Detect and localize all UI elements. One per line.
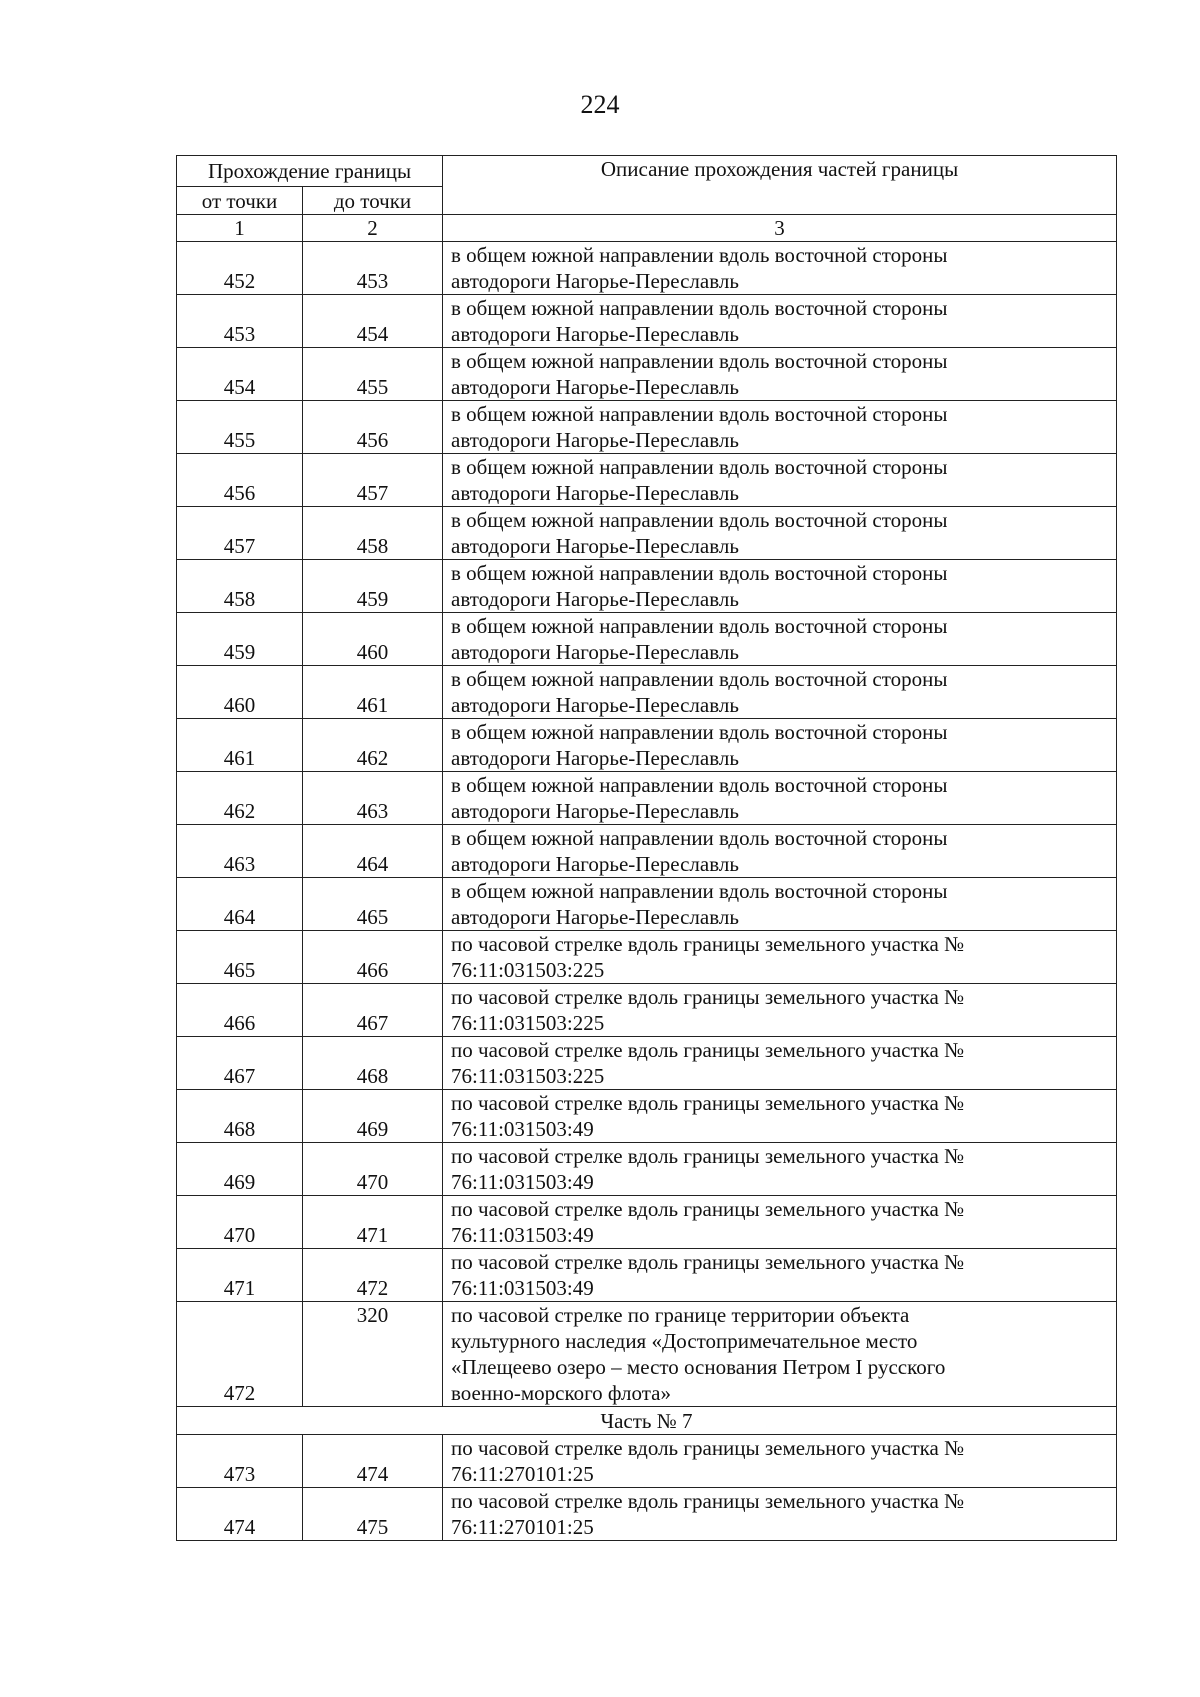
description-line: в общем южной направлении вдоль восточной стороны (451, 720, 948, 744)
description-cell (443, 1143, 1117, 1196)
to-point-cell: 472 (303, 1249, 443, 1302)
description-line: в общем южной направлении вдоль восточной стороны (451, 826, 948, 850)
description-line: по часовой стрелке вдоль границы земельного участка № (451, 985, 965, 1009)
to-point-cell: 463 (303, 772, 443, 825)
to-point-cell: 465 (303, 878, 443, 931)
table-row (177, 1090, 1117, 1143)
description-line: «Плещеево озеро – место основания Петром I русского (451, 1355, 946, 1379)
description-line: в общем южной направлении вдоль восточной стороны (451, 614, 948, 638)
to-point-cell: 456 (303, 401, 443, 454)
from-point-cell: 471 (177, 1249, 303, 1302)
description-line: 76:11:031503:225 (451, 958, 605, 982)
description-line: автодороги Нагорье-Переславль (451, 799, 739, 823)
description-line: в общем южной направлении вдоль восточной стороны (451, 508, 948, 532)
section-row (177, 1407, 1117, 1435)
description-cell (443, 1302, 1117, 1407)
description-cell (443, 507, 1117, 560)
table-row (177, 931, 1117, 984)
table-row (177, 984, 1117, 1037)
to-point-cell: 474 (303, 1435, 443, 1488)
description-line: по часовой стрелке вдоль границы земельного участка № (451, 932, 965, 956)
description-line: 76:11:031503:49 (451, 1276, 594, 1300)
from-point-cell: 466 (177, 984, 303, 1037)
table-row (177, 719, 1117, 772)
description-cell (443, 295, 1117, 348)
description-line: автодороги Нагорье-Переславль (451, 428, 739, 452)
description-line: 76:11:031503:225 (451, 1064, 605, 1088)
table-row (177, 1143, 1117, 1196)
table-row (177, 1302, 1117, 1407)
to-point-cell: 475 (303, 1488, 443, 1541)
description-line: автодороги Нагорье-Переславль (451, 640, 739, 664)
description-cell (443, 719, 1117, 772)
from-point-cell: 458 (177, 560, 303, 613)
from-point-cell: 464 (177, 878, 303, 931)
from-point-cell: 461 (177, 719, 303, 772)
description-line: автодороги Нагорье-Переславль (451, 693, 739, 717)
description-cell (443, 772, 1117, 825)
table-row (177, 825, 1117, 878)
description-line: в общем южной направлении вдоль восточной стороны (451, 667, 948, 691)
description-line: 76:11:270101:25 (451, 1462, 594, 1486)
description-cell (443, 1196, 1117, 1249)
description-line: автодороги Нагорье-Переславль (451, 587, 739, 611)
table-row (177, 295, 1117, 348)
from-point-cell: 456 (177, 454, 303, 507)
table-body (177, 242, 1117, 1541)
from-point-cell: 473 (177, 1435, 303, 1488)
description-line: 76:11:031503:49 (451, 1170, 594, 1194)
from-point-cell: 472 (177, 1302, 303, 1407)
from-point-cell: 462 (177, 772, 303, 825)
description-line: в общем южной направлении вдоль восточной стороны (451, 296, 948, 320)
description-line: автодороги Нагорье-Переславль (451, 481, 739, 505)
to-point-cell: 459 (303, 560, 443, 613)
description-cell (443, 613, 1117, 666)
table-row (177, 1488, 1117, 1541)
from-point-cell: 457 (177, 507, 303, 560)
table-row (177, 560, 1117, 613)
to-point-cell: 455 (303, 348, 443, 401)
description-line: по часовой стрелке вдоль границы земельного участка № (451, 1144, 965, 1168)
header-from-point: от точки (177, 187, 303, 215)
to-point-cell: 467 (303, 984, 443, 1037)
description-line: по часовой стрелке вдоль границы земельного участка № (451, 1489, 965, 1513)
description-line: 76:11:031503:49 (451, 1117, 594, 1141)
to-point-cell: 464 (303, 825, 443, 878)
header-column-2: 2 (303, 215, 443, 242)
from-point-cell: 469 (177, 1143, 303, 1196)
to-point-cell: 453 (303, 242, 443, 295)
description-line: 76:11:270101:25 (451, 1515, 594, 1539)
header-description: Описание прохождения частей границы (443, 156, 1117, 215)
to-point-cell: 471 (303, 1196, 443, 1249)
description-line: 76:11:031503:225 (451, 1011, 605, 1035)
table-header (177, 156, 1117, 242)
description-cell (443, 242, 1117, 295)
header-column-3: 3 (443, 215, 1117, 242)
from-point-cell: 459 (177, 613, 303, 666)
description-line: автодороги Нагорье-Переславль (451, 852, 739, 876)
description-cell (443, 825, 1117, 878)
description-line: культурного наследия «Достопримечательное место (451, 1329, 918, 1353)
from-point-cell: 467 (177, 1037, 303, 1090)
table-row (177, 1435, 1117, 1488)
to-point-cell: 469 (303, 1090, 443, 1143)
description-cell (443, 1488, 1117, 1541)
section-label: Часть № 7 (177, 1407, 1117, 1435)
description-cell (443, 878, 1117, 931)
description-line: в общем южной направлении вдоль восточной стороны (451, 402, 948, 426)
description-line: автодороги Нагорье-Переславль (451, 375, 739, 399)
header-column-1: 1 (177, 215, 303, 242)
description-line: в общем южной направлении вдоль восточной стороны (451, 243, 948, 267)
description-cell (443, 984, 1117, 1037)
table-row (177, 507, 1117, 560)
to-point-cell: 460 (303, 613, 443, 666)
from-point-cell: 455 (177, 401, 303, 454)
table-row (177, 1249, 1117, 1302)
to-point-cell: 466 (303, 931, 443, 984)
description-line: по часовой стрелке вдоль границы земельного участка № (451, 1250, 965, 1274)
description-line: автодороги Нагорье-Переславль (451, 534, 739, 558)
description-line: по часовой стрелке вдоль границы земельного участка № (451, 1038, 965, 1062)
from-point-cell: 468 (177, 1090, 303, 1143)
table-row (177, 1196, 1117, 1249)
from-point-cell: 463 (177, 825, 303, 878)
to-point-cell: 462 (303, 719, 443, 772)
table-row (177, 772, 1117, 825)
table-row (177, 878, 1117, 931)
description-line: военно-морского флота» (451, 1381, 671, 1405)
to-point-cell: 320 (303, 1302, 443, 1407)
table-row (177, 401, 1117, 454)
description-line: в общем южной направлении вдоль восточной стороны (451, 349, 948, 373)
description-cell (443, 1249, 1117, 1302)
description-line: по часовой стрелке вдоль границы земельного участка № (451, 1197, 965, 1221)
description-cell (443, 348, 1117, 401)
description-line: по часовой стрелке вдоль границы земельного участка № (451, 1091, 965, 1115)
from-point-cell: 474 (177, 1488, 303, 1541)
to-point-cell: 457 (303, 454, 443, 507)
description-line: в общем южной направлении вдоль восточной стороны (451, 879, 948, 903)
description-line: в общем южной направлении вдоль восточной стороны (451, 773, 948, 797)
description-line: автодороги Нагорье-Переславль (451, 905, 739, 929)
description-line: автодороги Нагорье-Переславль (451, 322, 739, 346)
table-row (177, 613, 1117, 666)
description-line: в общем южной направлении вдоль восточной стороны (451, 561, 948, 585)
description-line: автодороги Нагорье-Переславль (451, 746, 739, 770)
description-line: по часовой стрелке по границе территории объекта (451, 1303, 910, 1327)
from-point-cell: 460 (177, 666, 303, 719)
header-boundary-passage: Прохождение границы (177, 156, 443, 187)
table-row (177, 242, 1117, 295)
description-cell (443, 1435, 1117, 1488)
description-cell (443, 666, 1117, 719)
description-cell (443, 560, 1117, 613)
from-point-cell: 465 (177, 931, 303, 984)
to-point-cell: 461 (303, 666, 443, 719)
description-line: в общем южной направлении вдоль восточной стороны (451, 455, 948, 479)
table-row (177, 666, 1117, 719)
boundary-table (176, 155, 1117, 1541)
description-line: по часовой стрелке вдоль границы земельного участка № (451, 1436, 965, 1460)
description-cell (443, 401, 1117, 454)
table-row (177, 454, 1117, 507)
to-point-cell: 468 (303, 1037, 443, 1090)
header-to-point: до точки (303, 187, 443, 215)
description-line: автодороги Нагорье-Переславль (451, 269, 739, 293)
from-point-cell: 454 (177, 348, 303, 401)
description-cell (443, 1090, 1117, 1143)
table-row (177, 348, 1117, 401)
from-point-cell: 452 (177, 242, 303, 295)
description-cell (443, 931, 1117, 984)
from-point-cell: 470 (177, 1196, 303, 1249)
page-number: 224 (580, 90, 620, 119)
to-point-cell: 458 (303, 507, 443, 560)
to-point-cell: 454 (303, 295, 443, 348)
description-cell (443, 1037, 1117, 1090)
table-row (177, 1037, 1117, 1090)
from-point-cell: 453 (177, 295, 303, 348)
to-point-cell: 470 (303, 1143, 443, 1196)
description-cell (443, 454, 1117, 507)
description-line: 76:11:031503:49 (451, 1223, 594, 1247)
